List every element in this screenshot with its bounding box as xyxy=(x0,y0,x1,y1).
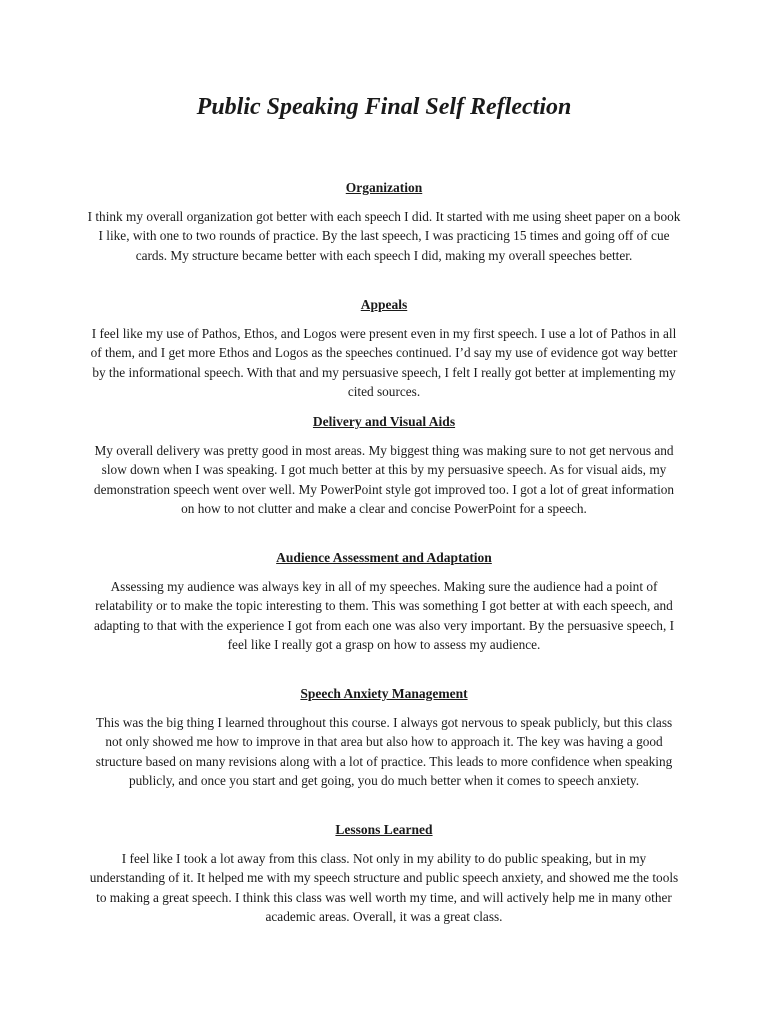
section-lessons-learned xyxy=(86,821,682,926)
section-organization xyxy=(86,179,682,265)
section-appeals xyxy=(86,296,682,401)
section-body: Assessing my audience was always key in all of my speeches. Making sure the audience had a point of relatability or to make the topic interesting to them. This was something I got better at with each speech, and adapting to that with the experience I got from each one was also very important. By the persuasive speech, I feel like I really got a grasp on how to assess my audience. xyxy=(93,579,675,652)
section-speech-anxiety xyxy=(86,685,682,790)
section-heading: Delivery and Visual Aids xyxy=(312,414,456,429)
section-body: My overall delivery was pretty good in most areas. My biggest thing was making sure to not get nervous and slow down when I was speaking. I got much better at this by my persuasive speech. As for visual aids, my demonstration speech went over well. My PowerPoint style got improved too. I got a lot of great information on how to not clutter and make a clear and concise PowerPoint for a speech. xyxy=(93,443,675,516)
section-delivery-and-visual-aids xyxy=(86,413,682,518)
section-heading: Appeals xyxy=(360,297,408,312)
section-body: This was the big thing I learned throughout this course. I always got nervous to speak publicly, but this class not only showed me how to improve in that area but also how to approach it. The key was having a good structure based on many revisions along with a lot of practice. This leads to more confidence when speaking publicly, and once you start and get going, you do much better when it comes to speech anxiety. xyxy=(95,715,673,788)
section-body: I feel like I took a lot away from this class. Not only in my ability to do public speaking, but in my understanding of it. It helped me with my speech structure and public speech anxiety, and showed me the tools to making a great speech. I think this class was well worth my time, and will actively help me in many other academic areas. Overall, it was a great class. xyxy=(89,851,679,924)
section-heading: Lessons Learned xyxy=(335,822,433,837)
section-body: I feel like my use of Pathos, Ethos, and Logos were present even in my first speech. I use a lot of Pathos in all of them, and I get more Ethos and Logos as the speeches continued. I’d say my use of evidence got way better by the informational speech. With that and my persuasive speech, I felt I really got better at implementing my cited sources. xyxy=(90,326,678,399)
section-heading: Speech Anxiety Management xyxy=(300,686,468,701)
section-heading: Audience Assessment and Adaptation xyxy=(276,550,492,565)
section-heading: Organization xyxy=(345,180,423,195)
section-audience-assessment xyxy=(86,549,682,654)
page-title: Public Speaking Final Self Reflection xyxy=(196,94,572,120)
section-body: I think my overall organization got better with each speech I did. It started with me using sheet paper on a book I like, with one to two rounds of practice. By the last speech, I was practicing 15 times and going off of cue cards. My structure became better with each speech I did, making my overall speeches better. xyxy=(87,209,681,263)
